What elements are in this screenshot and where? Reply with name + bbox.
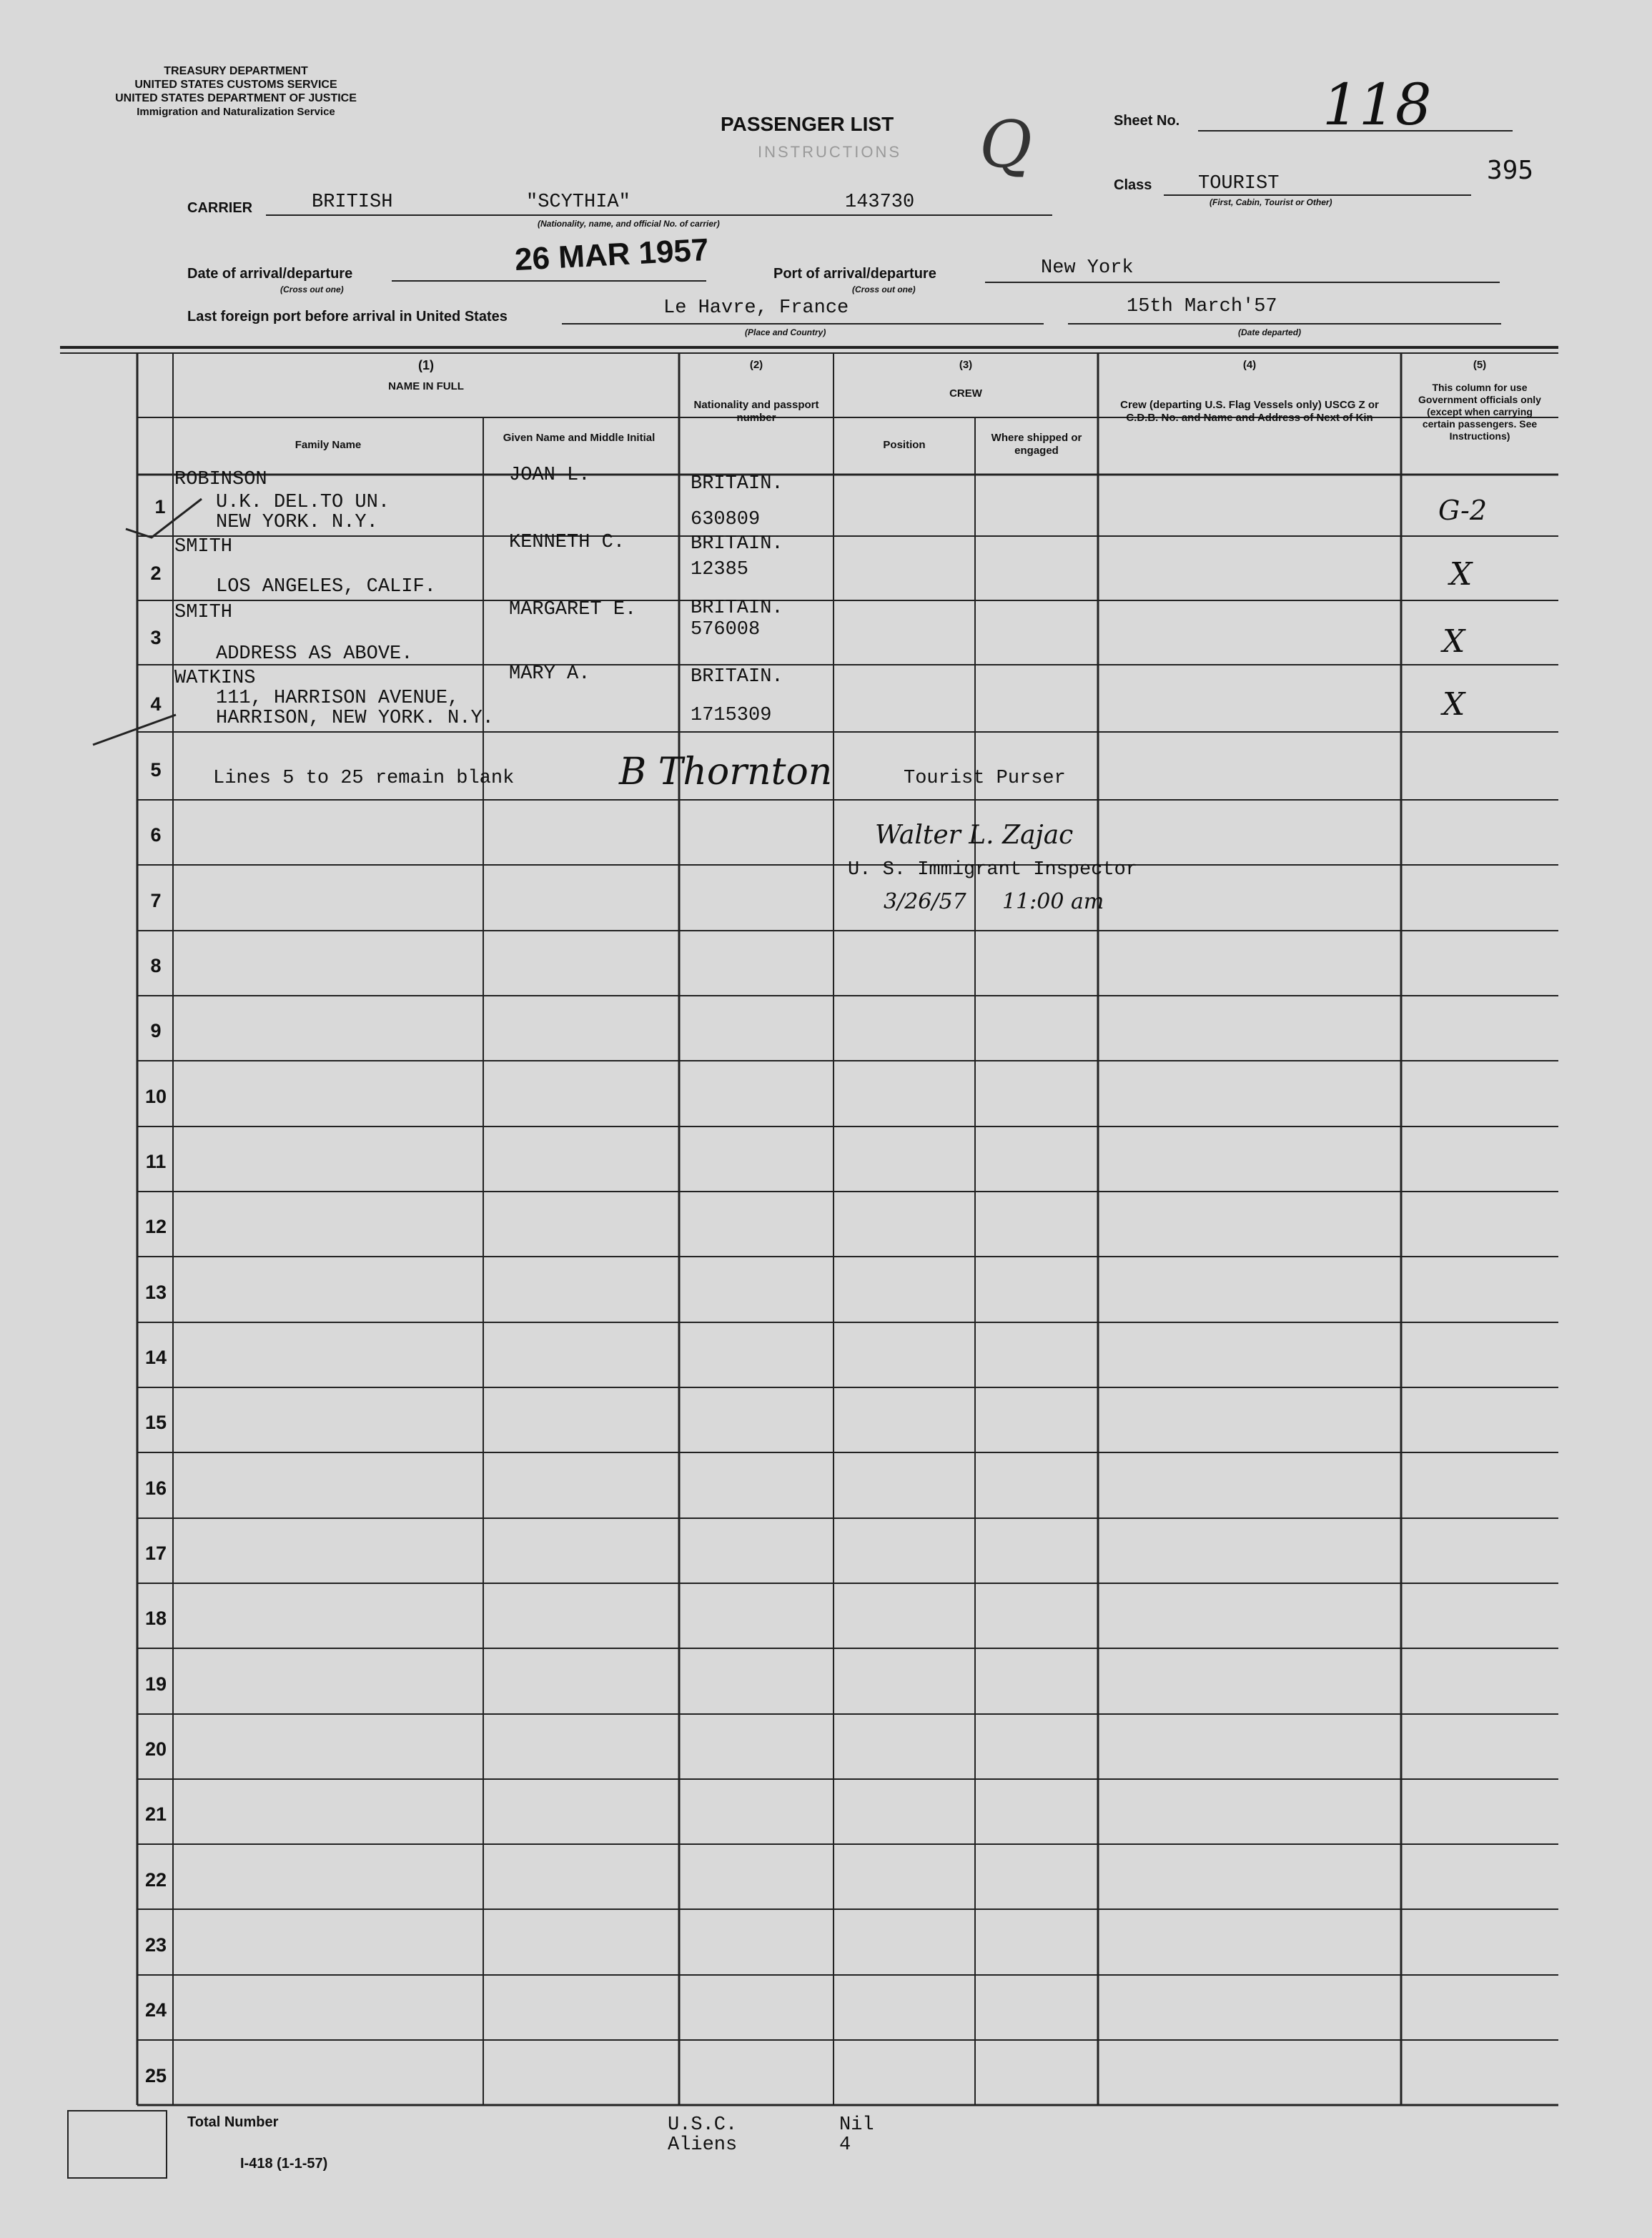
col1-title: NAME IN FULL — [388, 380, 464, 392]
col5-title: This column for use Government officials only (except when carrying certain passengers. See Instructions) — [1418, 382, 1541, 442]
purser-signature: B Thornton — [619, 751, 833, 793]
last-port-label: Last foreign port before arrival in United States — [187, 309, 508, 325]
total-label: Total Number — [187, 2114, 279, 2130]
port-label: Port of arrival/departure — [773, 266, 936, 282]
passenger-address: U.K. DEL.TO UN. — [216, 492, 390, 513]
agency-line: UNITED STATES DEPARTMENT OF JUSTICE — [115, 92, 357, 104]
row-number: 11 — [145, 1151, 167, 1172]
col1-family-header: Family Name — [295, 439, 362, 451]
inspector-signature: Walter L. Zajac — [875, 821, 1074, 850]
passenger-given: KENNETH C. — [509, 532, 625, 553]
row-number: 16 — [144, 1477, 167, 1499]
row-number: 13 — [144, 1282, 167, 1303]
col3-title: CREW — [949, 387, 982, 400]
row-number: 18 — [144, 1608, 167, 1629]
row-number: 12 — [144, 1216, 167, 1237]
port-hint: (Cross out one) — [852, 284, 916, 294]
passenger-nationality: BRITAIN. — [691, 473, 783, 495]
col1-given-header: Given Name and Middle Initial — [503, 432, 656, 444]
col4-title: Crew (departing U.S. Flag Vessels only) USCG Z or C.D.B. No. and Name and Address of Next of Kin — [1120, 399, 1379, 424]
col4-number: (4) — [1242, 359, 1257, 371]
aliens-value: 4 — [839, 2134, 851, 2156]
sheet-label: Sheet No. — [1114, 113, 1180, 129]
row-number: 19 — [144, 1673, 167, 1695]
passenger-address: NEW YORK. N.Y. — [216, 512, 378, 533]
passenger-family: WATKINS — [174, 668, 256, 689]
passenger-passport: 12385 — [691, 559, 749, 580]
form-number: I-418 (1-1-57) — [240, 2156, 328, 2172]
passenger-address: ADDRESS AS ABOVE. — [216, 643, 413, 665]
agency-line: Immigration and Naturalization Service — [137, 106, 335, 118]
row-number: 17 — [144, 1543, 167, 1564]
margin-mark: Q — [979, 107, 1032, 182]
date-stamp: 26 MAR 1957 — [513, 232, 710, 278]
row-number: 20 — [144, 1738, 167, 1760]
passenger-passport: 576008 — [691, 619, 761, 640]
usc-value: Nil — [839, 2114, 874, 2136]
row-number: 24 — [144, 1999, 167, 2021]
inspection-time: 11:00 am — [1002, 889, 1104, 914]
passenger-nationality: BRITAIN. — [691, 666, 783, 688]
faint-instructions: INSTRUCTIONS — [758, 143, 901, 161]
row-number: 14 — [144, 1347, 167, 1368]
total-box — [67, 2110, 167, 2179]
passenger-given: MARY A. — [509, 663, 590, 685]
purser-title: Tourist Purser — [904, 768, 1066, 789]
official-mark: X — [1443, 686, 1465, 723]
usc-label: U.S.C. — [668, 2114, 738, 2136]
stamp-number: 395 — [1487, 156, 1534, 185]
row-number: 8 — [150, 955, 162, 976]
passenger-given: JOAN L. — [509, 465, 590, 486]
col1-number: (1) — [418, 358, 434, 372]
passenger-nationality: BRITAIN. — [691, 598, 783, 619]
col5-number: (5) — [1473, 359, 1487, 371]
col1-header — [173, 359, 679, 393]
checkmark-icon — [90, 700, 183, 751]
blank-lines-note: Lines 5 to 25 remain blank — [213, 768, 515, 789]
aliens-label: Aliens — [668, 2134, 738, 2156]
inspection-date: 3/26/57 — [884, 889, 966, 914]
col2-title: Nationality and passport number — [693, 399, 819, 424]
carrier-number: 143730 — [845, 192, 915, 213]
row-number: 6 — [150, 824, 162, 846]
row-number: 21 — [144, 1803, 167, 1825]
row-number: 15 — [144, 1412, 167, 1433]
passenger-address: 111, HARRISON AVENUE, — [216, 688, 460, 709]
row-number: 3 — [150, 627, 162, 648]
passenger-family: SMITH — [174, 536, 233, 558]
inspector-title: U. S. Immigrant Inspector — [848, 859, 1138, 881]
class-hint: (First, Cabin, Tourist or Other) — [1210, 197, 1332, 207]
official-mark: X — [1450, 556, 1473, 593]
passenger-family: ROBINSON — [174, 469, 267, 490]
date-departed-hint: (Date departed) — [1238, 327, 1302, 337]
class-label: Class — [1114, 177, 1152, 193]
class-value: TOURIST — [1198, 173, 1280, 194]
row-number: 2 — [150, 563, 162, 584]
sheet-number: 118 — [1322, 71, 1432, 138]
passenger-given: MARGARET E. — [509, 599, 637, 620]
passenger-address: LOS ANGELES, CALIF. — [216, 576, 436, 598]
row-number: 9 — [150, 1020, 162, 1041]
row-number: 25 — [144, 2065, 167, 2086]
checkmark-icon — [123, 493, 209, 543]
passenger-family: SMITH — [174, 602, 233, 623]
port-value: New York — [1041, 257, 1134, 279]
date-hint: (Cross out one) — [280, 284, 344, 294]
official-mark: G-2 — [1438, 495, 1488, 526]
col3-position-header: Position — [883, 439, 926, 451]
passenger-passport: 1715309 — [691, 705, 772, 726]
carrier-nationality: BRITISH — [312, 192, 393, 213]
passenger-address: HARRISON, NEW YORK. N.Y. — [216, 708, 494, 729]
agency-line: UNITED STATES CUSTOMS SERVICE — [134, 79, 337, 91]
official-mark: X — [1443, 623, 1465, 660]
last-port-value: Le Havre, France — [663, 297, 849, 319]
col3-number: (3) — [959, 359, 973, 371]
row-number: 7 — [150, 890, 162, 911]
last-port-hint: (Place and Country) — [745, 327, 826, 337]
row-number: 1 — [154, 496, 166, 518]
carrier-hint: (Nationality, name, and official No. of carrier) — [538, 219, 720, 229]
date-departed: 15th March'57 — [1127, 296, 1277, 317]
date-label: Date of arrival/departure — [187, 266, 353, 282]
row-number: 22 — [144, 1869, 167, 1891]
row-number: 5 — [150, 759, 162, 781]
col3-where-header: Where shipped or engaged — [991, 432, 1082, 457]
row-number: 23 — [144, 1934, 167, 1956]
carrier-label: CARRIER — [187, 200, 253, 216]
row-number: 10 — [144, 1086, 167, 1107]
carrier-name: "SCYTHIA" — [526, 192, 630, 213]
col2-number: (2) — [749, 359, 763, 371]
agency-line: TREASURY DEPARTMENT — [164, 65, 308, 77]
row-number: 4 — [150, 693, 162, 715]
page-title: PASSENGER LIST — [721, 113, 894, 135]
passenger-passport: 630809 — [691, 509, 761, 530]
passenger-nationality: BRITAIN. — [691, 533, 783, 555]
